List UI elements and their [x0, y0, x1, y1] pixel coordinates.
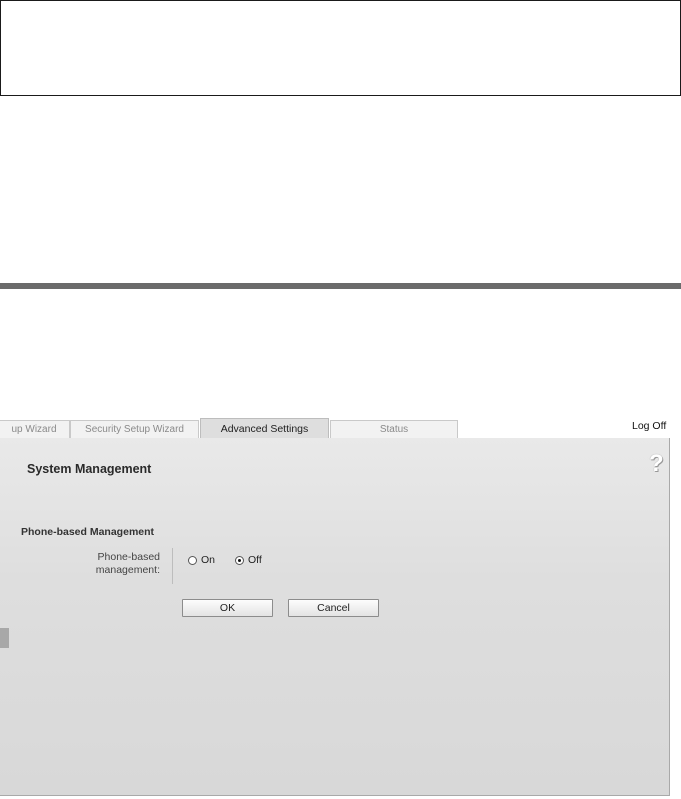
label-line-1: Phone-based [97, 551, 160, 563]
phone-management-label [60, 551, 160, 577]
ok-button[interactable]: OK [182, 599, 273, 617]
tab-advanced-settings[interactable]: Advanced Settings [200, 418, 329, 439]
tab-status[interactable]: Status [330, 420, 458, 438]
cancel-button[interactable]: Cancel [288, 599, 379, 617]
tab-setup-wizard[interactable]: up Wizard [0, 420, 70, 438]
settings-panel [0, 438, 670, 796]
page-title: System Management [27, 462, 152, 476]
field-separator [172, 548, 173, 584]
log-off-link[interactable]: Log Off [632, 420, 667, 432]
router-ui [0, 416, 681, 799]
top-frame-box [0, 0, 681, 96]
radio-on-option[interactable] [188, 554, 215, 566]
side-scroll-handle[interactable] [0, 628, 9, 648]
radio-off-option[interactable] [235, 554, 262, 566]
label-line-2: management: [95, 564, 160, 576]
radio-on[interactable] [188, 556, 197, 565]
question-mark-icon[interactable]: ? [649, 450, 664, 477]
section-divider-bar [0, 283, 681, 289]
section-title: Phone-based Management [21, 526, 155, 538]
radio-off[interactable] [235, 556, 244, 565]
tab-security-setup-wizard[interactable]: Security Setup Wizard [70, 420, 199, 438]
radio-on-label: On [201, 554, 216, 566]
radio-off-label: Off [248, 554, 262, 566]
